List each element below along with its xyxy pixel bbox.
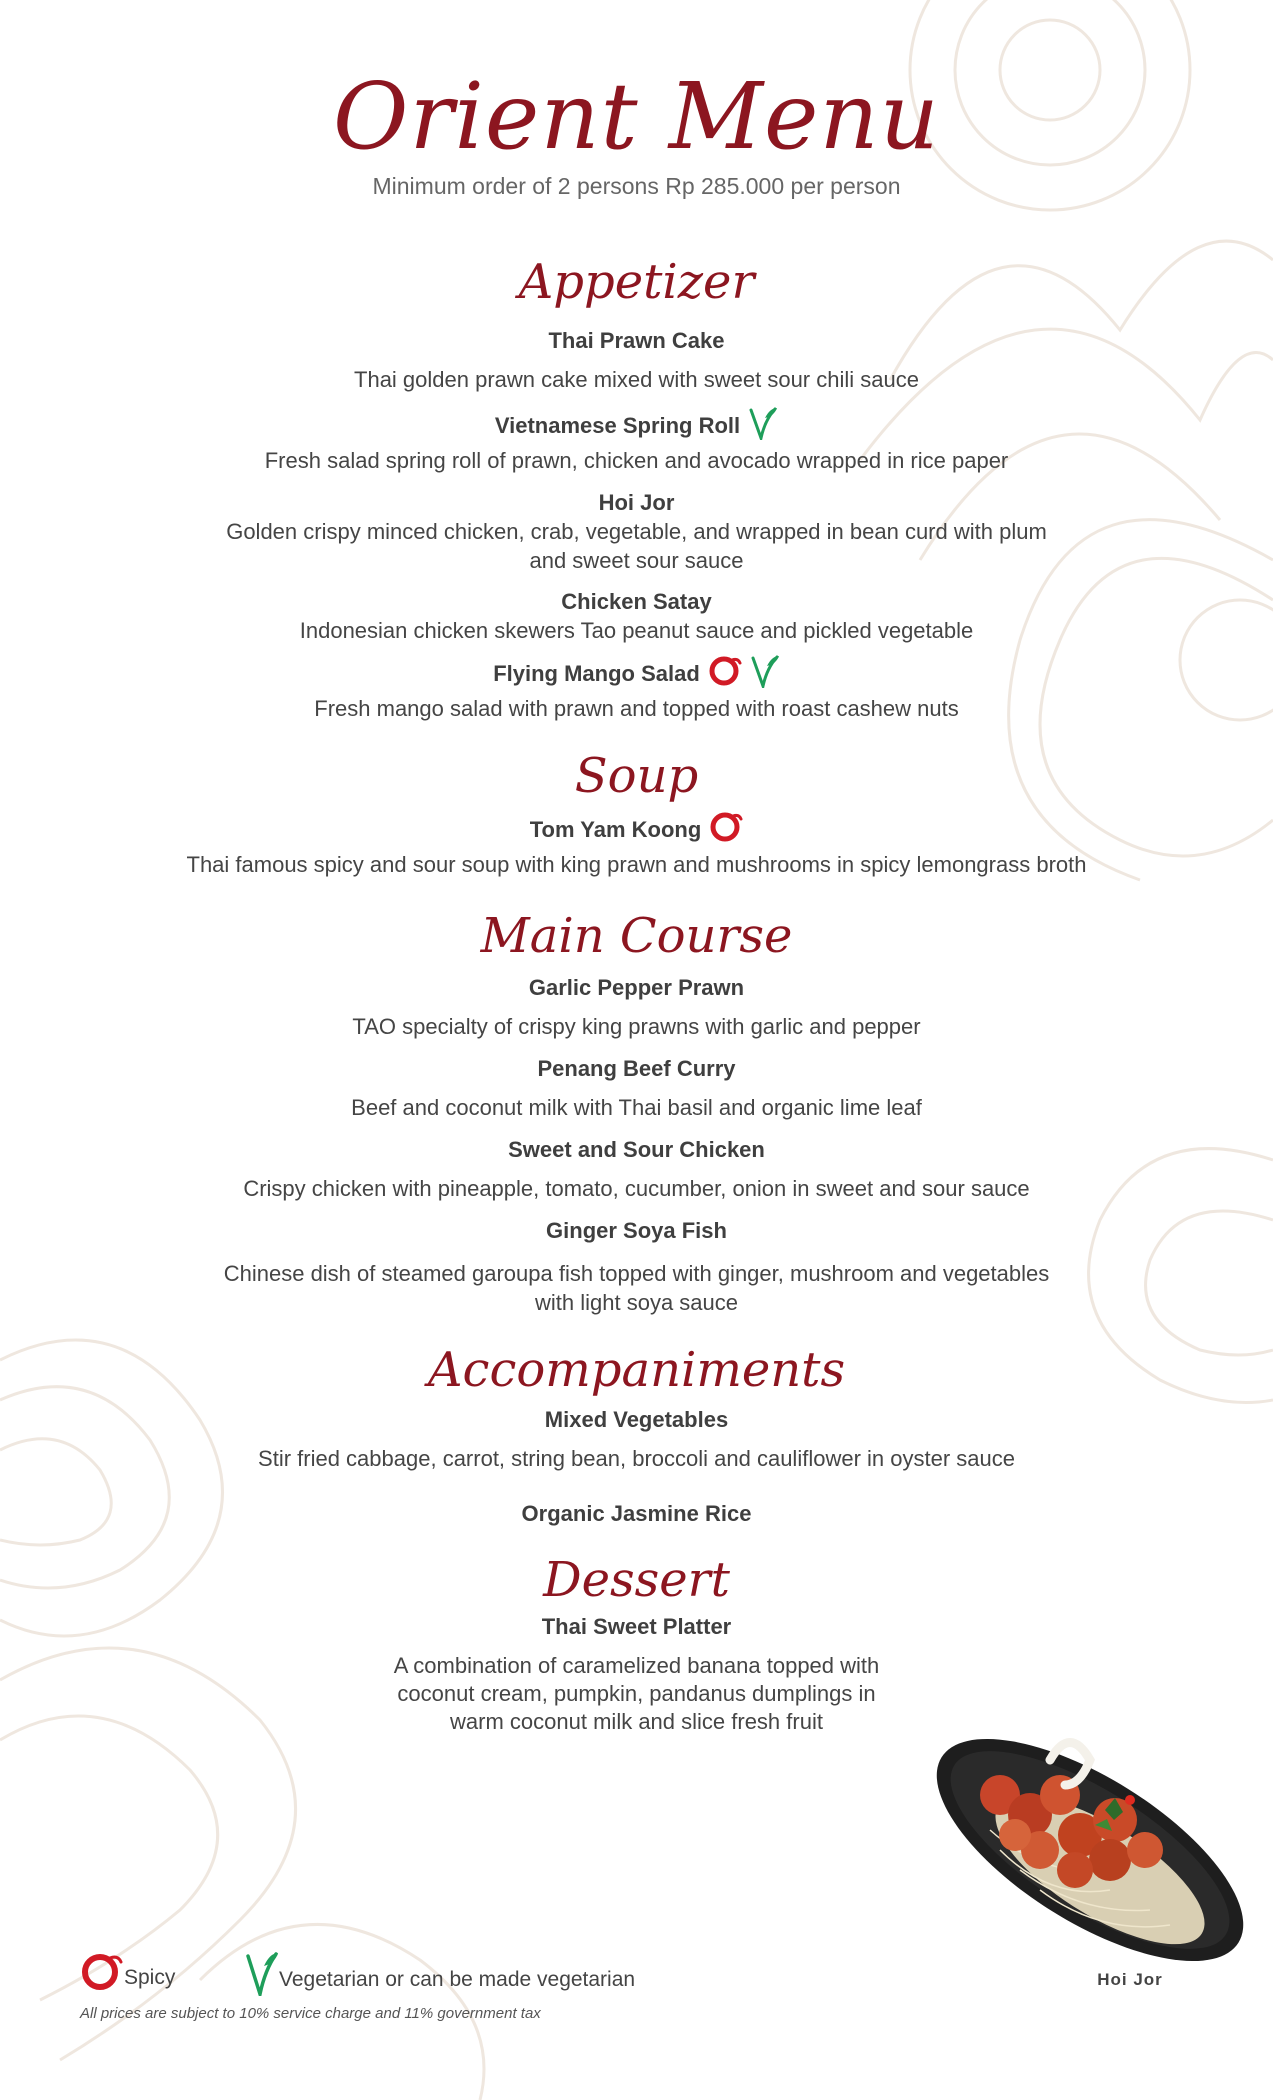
vegetarian-icon	[245, 1950, 279, 2011]
menu-item-description: Fresh salad spring roll of prawn, chicken and avocado wrapped in rice paper	[264, 448, 1009, 473]
menu-item-name: Vietnamese Spring Roll	[494, 412, 741, 438]
legend-spicy-label: Spicy	[124, 1966, 176, 1990]
legend-vegetarian-label: Vegetarian or can be made vegetarian	[279, 1968, 636, 1992]
menu-item-name: Ginger Soya Fish	[546, 1218, 727, 1243]
menu-item-description-line: coconut cream, pumpkin, pandanus dumplings in	[397, 1681, 876, 1706]
legend-spicy	[80, 1950, 175, 1992]
menu-item-description: Indonesian chicken skewers Tao peanut sauce and pickled vegetable	[299, 618, 974, 643]
menu-item-description: Crispy chicken with pineapple, tomato, cucumber, onion in sweet and sour sauce	[243, 1176, 1030, 1201]
vegetarian-icon	[750, 654, 780, 696]
menu-item-name: Thai Sweet Platter	[541, 1614, 732, 1639]
menu-subtitle: Minimum order of 2 persons Rp 285.000 per person	[372, 173, 901, 199]
menu-item-description-line: warm coconut milk and slice fresh fruit	[450, 1709, 823, 1734]
menu-item-description: Beef and coconut milk with Thai basil and organic lime leaf	[351, 1095, 922, 1120]
vegetarian-icon	[748, 406, 778, 448]
legend-vegetarian	[245, 1950, 635, 1992]
menu-item-description: Fresh mango salad with prawn and topped with roast cashew nuts	[314, 696, 959, 721]
menu-item-name: Chicken Satay	[561, 589, 712, 614]
menu-item-name: Garlic Pepper Prawn	[528, 975, 745, 1000]
menu-item-name: Flying Mango Salad	[493, 660, 700, 686]
menu-title: Orient Menu	[333, 63, 940, 170]
spicy-icon	[709, 810, 743, 852]
section-title-soup: Soup	[574, 748, 699, 804]
menu-item-row	[0, 654, 1273, 696]
spicy-icon	[80, 1950, 124, 2007]
menu-item-description-line: with light soya sauce	[535, 1290, 738, 1315]
section-title-accompaniments: Accompaniments	[427, 1342, 846, 1398]
menu-item-description: Thai golden prawn cake mixed with sweet sour chili sauce	[354, 367, 919, 392]
section-title-dessert: Dessert	[543, 1552, 730, 1608]
menu-item-name: Penang Beef Curry	[537, 1056, 736, 1081]
menu-item-name: Tom Yam Koong	[529, 816, 702, 842]
menu-item-name: Sweet and Sour Chicken	[508, 1137, 765, 1162]
section-title-appetizer: Appetizer	[518, 254, 755, 310]
menu-item-name: Organic Jasmine Rice	[521, 1501, 752, 1526]
menu-item-name: Hoi Jor	[598, 490, 675, 515]
menu-item-description-line: Chinese dish of steamed garoupa fish topped with ginger, mushroom and vegetables	[223, 1261, 1050, 1286]
menu-item-description: TAO specialty of crispy king prawns with garlic and pepper	[352, 1014, 921, 1039]
menu-item-description-line: A combination of caramelized banana topped with	[393, 1653, 880, 1678]
hoi-jor-dish-image	[930, 1700, 1250, 1970]
menu-item-name: Mixed Vegetables	[544, 1407, 729, 1432]
menu-item-description: Thai famous spicy and sour soup with king prawn and mushrooms in spicy lemongrass broth	[186, 852, 1087, 877]
menu-item-name: Thai Prawn Cake	[548, 328, 725, 353]
photo-caption: Hoi Jor	[1097, 1970, 1163, 1989]
menu-item-description: Stir fried cabbage, carrot, string bean, broccoli and cauliflower in oyster sauce	[258, 1446, 1015, 1471]
menu-item-description-line: and sweet sour sauce	[529, 548, 744, 573]
price-footnote: All prices are subject to 10% service charge and 11% government tax	[80, 2005, 541, 2022]
menu-item-description-line: Golden crispy minced chicken, crab, vegetable, and wrapped in bean curd with plum	[226, 519, 1047, 544]
section-title-main-course: Main Course	[480, 908, 793, 964]
spicy-icon	[708, 654, 742, 696]
menu-item-row	[0, 406, 1273, 448]
menu-item-row	[0, 810, 1273, 852]
